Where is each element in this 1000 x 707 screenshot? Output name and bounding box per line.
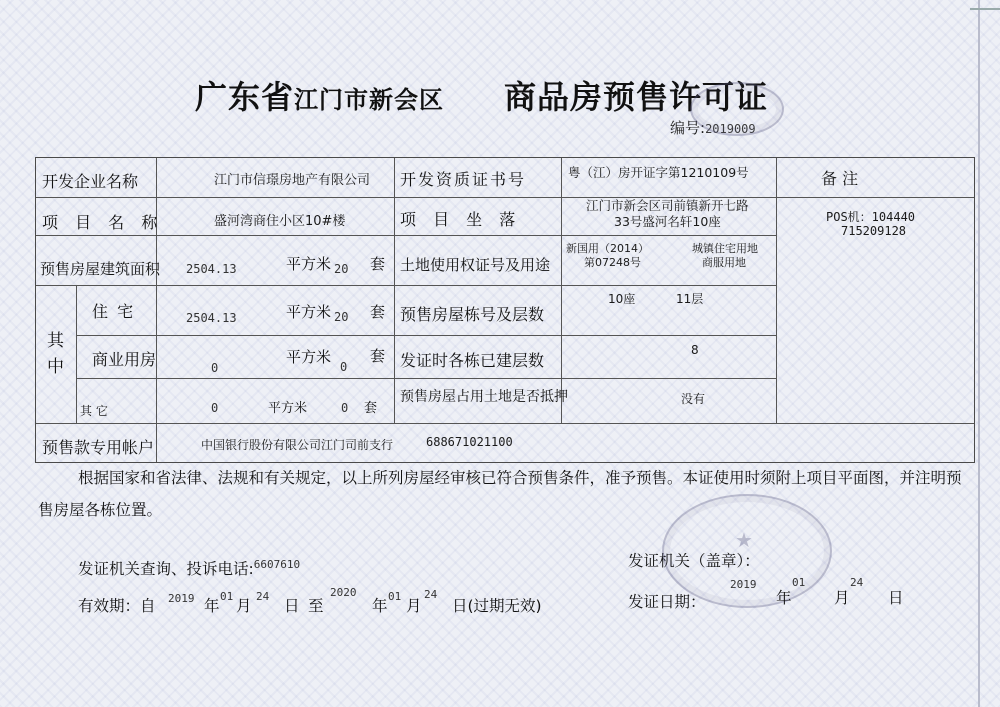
residential-label: 住 宅 <box>92 302 136 321</box>
area-label: 预售房屋建筑面积 <box>40 260 161 278</box>
other-unit: 平方米 <box>268 401 308 416</box>
cert-number-label: 编号: <box>670 119 706 137</box>
row-divider <box>36 197 974 198</box>
account-bank: 中国银行股份有限公司江门司前支行 <box>201 438 394 452</box>
commercial-sets: 0 <box>340 360 348 374</box>
valid-to-year: 2020 <box>330 586 357 599</box>
cert-number-value: 2019009 <box>705 122 756 136</box>
residential-unit: 平方米 <box>286 303 332 321</box>
info-table <box>35 157 975 463</box>
building-floor-label: 预售房屋栋号及层数 <box>400 305 545 324</box>
issue-month: 01 <box>792 576 806 589</box>
row-divider <box>36 235 776 236</box>
other-area: 0 <box>211 401 219 415</box>
other-sets: 0 <box>341 401 349 415</box>
col-divider <box>76 285 77 423</box>
row-divider <box>76 335 776 336</box>
mortgage-label: 预售房屋占用土地是否抵押 <box>400 389 568 405</box>
col-divider <box>394 158 395 423</box>
commercial-label: 商业用房 <box>92 350 157 369</box>
land-use-line2: 商服用地 <box>702 256 746 269</box>
col-divider <box>776 158 777 423</box>
validity-expiry-note: 日(过期无效) <box>452 597 542 615</box>
qualification-label: 开发资质证书号 <box>400 170 527 189</box>
area-sets-unit: 套 <box>370 255 386 273</box>
statement-line2: 售房屋各栋位置。 <box>38 501 163 519</box>
developer-label: 开发企业名称 <box>42 172 139 191</box>
issue-date-label: 发证日期： <box>628 593 706 611</box>
validity-label: 有效期：自 <box>78 597 156 615</box>
phone-value: 6607610 <box>253 558 301 571</box>
valid-from-year: 2019 <box>168 592 195 605</box>
land-use-line1: 城镇住宅用地 <box>692 242 758 255</box>
issue-day: 24 <box>850 576 864 589</box>
other-label: 其 它 <box>80 404 108 418</box>
issue-month-char: 月 <box>834 589 850 607</box>
area-value: 2504.13 <box>186 262 237 276</box>
paper-edge-mark <box>970 8 1000 10</box>
title-main: 商品房预售许可证 <box>504 78 769 116</box>
commercial-area: 0 <box>211 361 219 375</box>
land-label: 土地使用权证号及用途 <box>400 256 551 274</box>
col-divider <box>156 158 157 462</box>
account-number: 688671021100 <box>426 435 513 449</box>
valid-to-day: 24 <box>424 588 438 601</box>
floors-count: 11层 <box>676 292 704 306</box>
valid-from-month-char: 月 <box>236 597 252 615</box>
location-line2: 33号盛河名轩10座 <box>614 214 721 229</box>
valid-from-day-char: 日 <box>284 597 300 615</box>
valid-to-year-char: 年 <box>372 597 388 615</box>
row-divider <box>36 423 974 424</box>
land-no-line1: 新国用（2014） <box>566 242 649 255</box>
phone-label: 发证机关查询、投诉电话: <box>78 560 254 578</box>
issue-day-char: 日 <box>888 589 904 607</box>
official-seal-top <box>690 82 784 136</box>
valid-to-month: 01 <box>388 590 402 603</box>
qualification-value: 粤（江）房开证字第1210109号 <box>568 165 749 180</box>
title-province: 广东省 <box>195 78 295 116</box>
issuer-label: 发证机关（盖章）： <box>628 552 760 570</box>
land-no-line2: 第07248号 <box>584 256 641 269</box>
commercial-unit: 平方米 <box>286 348 332 366</box>
row-divider <box>76 378 776 379</box>
project-value: 盛河湾商住小区10#楼 <box>214 214 346 229</box>
phone-line <box>78 557 300 579</box>
col-divider <box>561 158 562 423</box>
remarks-label: 备 注 <box>821 169 859 188</box>
remarks-pos-line2: 715209128 <box>841 224 907 238</box>
remarks-pos-line1: POS机：104440 <box>826 210 916 224</box>
among-label: 其 中 <box>47 331 64 377</box>
developer-value: 江门市信璟房地产有限公司 <box>214 173 371 188</box>
issue-year-char: 年 <box>776 589 792 607</box>
other-sets-unit: 套 <box>364 401 378 416</box>
residential-sets: 20 <box>334 310 349 324</box>
built-floors-value: 8 <box>691 343 699 357</box>
residential-area: 2504.13 <box>186 311 237 325</box>
account-label: 预售款专用帐户 <box>42 438 155 457</box>
built-floors-label: 发证时各栋已建层数 <box>400 351 545 370</box>
paper-edge <box>978 0 980 707</box>
location-line1: 江门市新会区司前镇新开七路 <box>586 198 749 213</box>
valid-from-month: 01 <box>220 590 234 603</box>
validity-to: 至 <box>308 597 324 615</box>
issue-year: 2019 <box>730 578 757 591</box>
residential-sets-unit: 套 <box>370 303 386 321</box>
valid-to-month-char: 月 <box>406 597 422 615</box>
area-unit: 平方米 <box>286 255 332 273</box>
area-sets: 20 <box>334 262 349 276</box>
title-city: 江门市新会区 <box>294 86 445 114</box>
statement-line1: 根据国家和省法律、法规和有关规定，以上所列房屋经审核已符合预售条件，准予预售。本证使用时须附上项目平面图，并注明预 <box>78 469 962 487</box>
commercial-sets-unit: 套 <box>370 347 386 365</box>
mortgage-value: 没有 <box>681 392 706 406</box>
location-label: 项 目 坐 落 <box>400 210 522 229</box>
row-divider <box>36 285 776 286</box>
valid-from-day: 24 <box>256 590 270 603</box>
project-label: 项 目 名 称 <box>42 213 164 232</box>
document-title <box>195 72 768 118</box>
valid-from-year-char: 年 <box>204 597 220 615</box>
building-no: 10座 <box>608 292 636 306</box>
seal-star-icon: ★ <box>735 528 753 552</box>
